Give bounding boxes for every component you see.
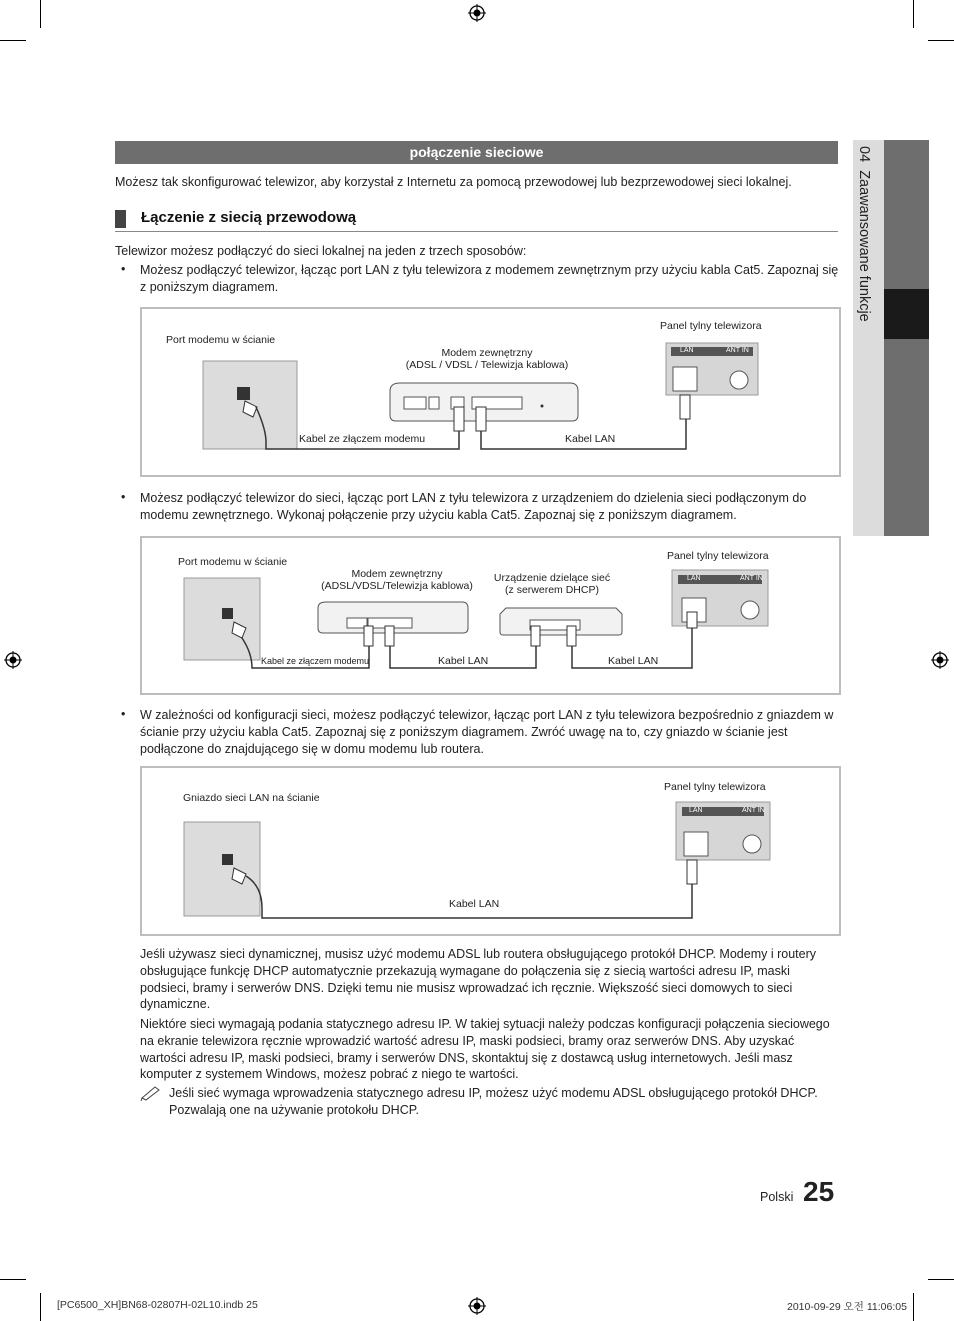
subsection-heading	[115, 207, 838, 232]
bullet-text-3: W zależności od konfiguracji sieci, możesz podłączyć telewizor, łącząc port LAN z tyłu telewizora bezpośrednio z gniazdem w ścianie przy użyciu kabla Cat5. Zapoznaj się z poniższym diagramem. Zwróć uwagę na to, czy gniazdo w ścianie jest podłączone do znajdującego się w domu modemu lub routera.	[140, 708, 834, 756]
lead-text: Telewizor możesz podłączyć do sieci lokalnej na jeden z trzech sposobów:	[115, 244, 527, 258]
crop-mark	[913, 0, 914, 28]
wall-socket-icon	[222, 608, 233, 619]
paragraph-static: Niektóre sieci wymagają podania statycznego adresu IP. W takiej sytuacji należy podczas konfiguracji połączenia sieciowego na ekranie telewizora ręcznie wprowadzić wartość adresu IP, maski podsieci, bramy oraz serwerów DNS. Aby uzyskać wartości adresu IP, maski podsieci, bramy i serwerów DNS, skontaktuj się z dostawcą usług internetowych. Jeśli masz komputer z systemem Windows, możesz pobrać z niego te wartości.	[140, 1017, 830, 1082]
chapter-number: 04	[856, 146, 872, 163]
wall-port-label: Port modemu w ścianie	[166, 334, 276, 346]
chapter-tab-active	[884, 289, 929, 339]
wall-icon	[184, 822, 260, 916]
lan-cable-label: Kabel LAN	[449, 898, 500, 910]
registration-mark-icon	[931, 651, 949, 669]
modem-label-line1: Modem zewnętrzny	[351, 568, 443, 580]
crop-mark	[40, 0, 41, 28]
sharer-label-line1: Urządzenie dzielące sieć	[493, 572, 611, 584]
sharer-label	[482, 572, 622, 596]
lan-cable-label-2: Kabel LAN	[608, 655, 659, 667]
tv-panel-label: Panel tylny telewizora	[667, 550, 769, 562]
modem-cable-label: Kabel ze złączem modemu	[299, 433, 426, 445]
bullet-text-2: Możesz podłączyć telewizor do sieci, łącząc port LAN z tyłu telewizora z urządzeniem do dzielenia sieci podłączonym do modemu zewnętrznego. Wykonaj połączenie przy użyciu kabla Cat5. Zapoznaj się z poniższym diagramem.	[140, 491, 807, 522]
modem-label-line1: Modem zewnętrzny	[441, 347, 533, 359]
ant-tag: ANT IN	[742, 807, 765, 814]
wall-port-label: Gniazdo sieci LAN na ścianie	[183, 792, 320, 804]
note-pencil-icon	[140, 1085, 162, 1101]
paragraph-dynamic: Jeśli używasz sieci dynamicznej, musisz użyć modemu ADSL lub routera obsługującego protokół DHCP. Modemy i routery obsługujące funkcję DHCP automatycznie przekazują wymagane do połączenia się z siecią wartości adresu IP, maski podsieci, bramy i serwerów DNS. Dzięki temu nie musisz wprowadzać ich ręcznie. Większość sieci domowych to sieci dynamiczne.	[140, 947, 816, 1012]
registration-mark-icon	[468, 1297, 486, 1315]
diagram-modem-connection	[140, 307, 841, 477]
slug-timestamp: 2010-09-29 오전 11:06:05	[787, 1301, 907, 1313]
registration-mark-icon	[4, 651, 22, 669]
footer-language: Polski	[760, 1190, 794, 1204]
sharer-label-line2: (z serwerem DHCP)	[505, 584, 599, 596]
slug-file: [PC6500_XH]BN68-02807H-02L10.indb 25	[57, 1299, 258, 1311]
lan-tag: LAN	[680, 347, 694, 354]
modem-label-line2: (ADSL / VDSL / Telewizja kablowa)	[405, 359, 569, 371]
modem-cable-label: Kabel ze złączem modemu	[261, 656, 370, 666]
page-number: 25	[803, 1176, 835, 1207]
wall-socket-icon	[222, 854, 233, 865]
lan-cable-label-1: Kabel LAN	[438, 655, 489, 667]
lan-tag: LAN	[687, 575, 701, 582]
lan-tag: LAN	[689, 807, 703, 814]
wall-socket-icon	[237, 387, 250, 400]
crop-mark	[928, 40, 954, 41]
wall-port-label: Port modemu w ścianie	[178, 556, 288, 568]
subsection-title: Łączenie z siecią przewodową	[141, 209, 357, 226]
diagram-sharer-connection	[140, 536, 841, 695]
note-text: Jeśli sieć wymaga wprowadzenia statycznego adresu IP, możesz użyć modemu ADSL obsługującego protokół DHCP. Pozwalają one na używanie protokołu DHCP.	[169, 1086, 818, 1117]
crop-mark	[928, 1279, 954, 1280]
crop-mark	[913, 1293, 914, 1321]
heading-marker	[115, 210, 126, 228]
ant-tag: ANT IN	[726, 347, 749, 354]
tv-panel-label: Panel tylny telewizora	[664, 781, 766, 793]
modem-label-line2: (ADSL/VDSL/Telewizja kablowa)	[321, 580, 473, 592]
section-title-bar	[115, 141, 838, 164]
bullet-dot: •	[121, 707, 126, 721]
intro-text: Możesz tak skonfigurować telewizor, aby korzystał z Internetu za pomocą przewodowej lub bezprzewodowej sieci lokalnej.	[115, 175, 792, 189]
modem-label	[372, 347, 602, 371]
chapter-label	[856, 146, 872, 322]
bullet-dot: •	[121, 490, 126, 504]
crop-mark	[0, 1279, 26, 1280]
diagram-wall-connection	[140, 766, 841, 936]
registration-mark-icon	[468, 4, 486, 22]
section-title: połączenie sieciowe	[409, 144, 544, 160]
crop-mark	[0, 40, 26, 41]
chapter-title: Zaawansowane funkcje	[856, 170, 872, 322]
lan-cable-label: Kabel LAN	[565, 433, 616, 445]
modem-label	[302, 568, 492, 592]
bullet-text-1: Możesz podłączyć telewizor, łącząc port LAN z tyłu telewizora z modemem zewnętrznym przy użyciu kabla Cat5. Zapoznaj się z poniższym diagramem.	[140, 263, 839, 294]
lan-cable-line	[246, 868, 692, 918]
crop-mark	[40, 1293, 41, 1321]
tv-panel-label: Panel tylny telewizora	[660, 320, 762, 332]
ant-tag: ANT IN	[740, 575, 763, 582]
bullet-dot: •	[121, 262, 126, 276]
